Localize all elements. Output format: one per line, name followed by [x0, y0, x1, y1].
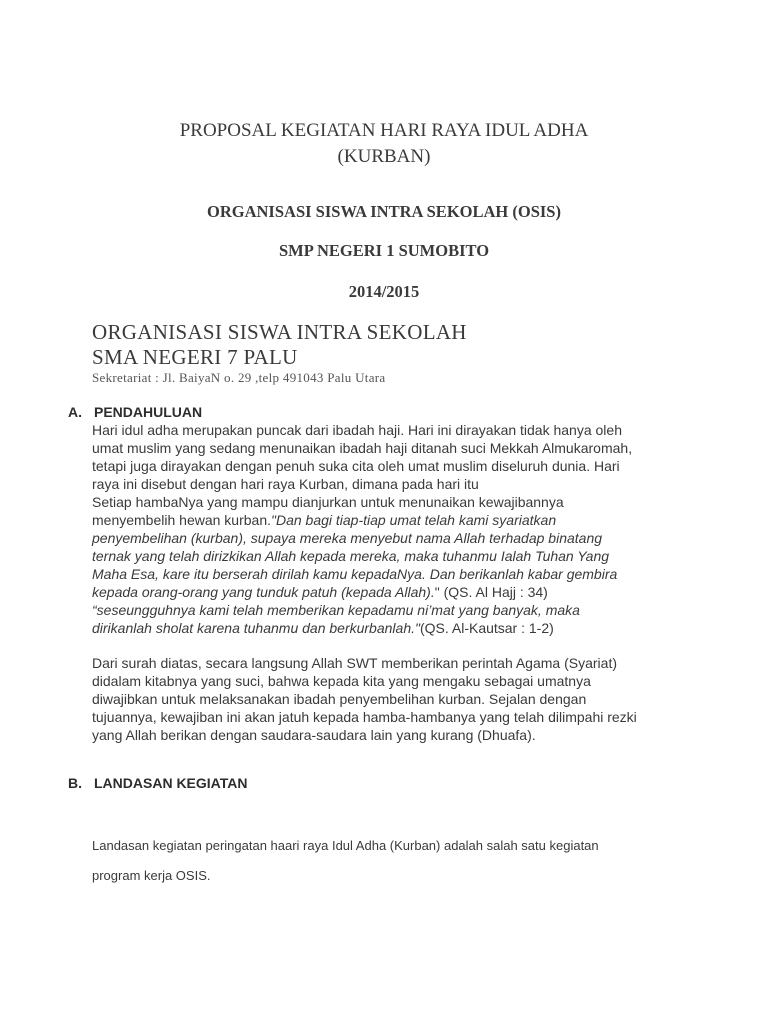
paragraph-line: tetapi juga dirayakan dengan penuh suka cita oleh umat muslim diseluruh dunia. Hari: [92, 458, 620, 474]
letterhead-address: Sekretariat : Jl. BaiyaN o. 29 ,telp 491043 Palu Utara: [92, 370, 386, 385]
section-b-heading: [68, 775, 247, 791]
quote-line: Maha Esa, kare itu berserah dirilah kamu kepadaNya. Dan berikanlah kabar gembira: [92, 566, 618, 582]
paragraph-line: Dari surah diatas, secara langsung Allah SWT memberikan perintah Agama (Syariat): [92, 655, 617, 671]
citation: " (QS. Al Hajj : 34): [434, 584, 548, 600]
school-year: 2014/2015: [348, 282, 420, 301]
paragraph-line: [92, 619, 692, 637]
section-a-paragraph-2: [92, 654, 692, 744]
paragraph-line: Landasan kegiatan peringatan haari raya Idul Adha (Kurban) adalah salah satu kegiatan: [92, 838, 599, 853]
section-b-title: LANDASAN KEGIATAN: [94, 775, 248, 791]
org-title: ORGANISASI SISWA INTRA SEKOLAH (OSIS): [207, 202, 561, 221]
paragraph-line: umat muslim yang sedang menunaikan ibadah haji ditanah suci Mekkah Almukaromah,: [92, 440, 633, 456]
school-name: SMP NEGERI 1 SUMOBITO: [278, 241, 490, 260]
letterhead-org-line-1: ORGANISASI SISWA INTRA SEKOLAH: [92, 320, 467, 344]
quote-italic: kepada orang-orang yang tunduk patuh (kepada Allah).: [92, 584, 435, 600]
line-plain: menyembelih hewan kurban.: [92, 512, 271, 528]
title-line-1: PROPOSAL KEGIATAN HARI RAYA IDUL ADHA: [179, 120, 589, 141]
section-a-paragraph-1: [92, 421, 692, 637]
paragraph-line: raya ini disebut dengan hari raya Kurban, dimana pada hari itu: [92, 476, 479, 492]
paragraph-line: [92, 583, 692, 601]
section-a-title: PENDAHULUAN: [94, 404, 203, 420]
quote-italic: "Dan bagi tiap-tiap umat telah kami syariatkan: [271, 512, 557, 528]
quote-italic: dirikanlah sholat karena tuhanmu dan berkurbanlah.": [92, 620, 420, 636]
title-line-2: (KURBAN): [337, 146, 431, 167]
section-a-letter: A.: [68, 404, 82, 420]
paragraph-line: diwajibkan untuk melaksanakan ibadah penyembelihan kurban. Sejalan dengan: [92, 691, 587, 707]
paragraph-line: didalam kitabnya yang suci, bahwa kepada kita yang mengaku sebagai umatnya: [92, 673, 591, 689]
letterhead-org-line-2: SMA NEGERI 7 PALU: [92, 345, 298, 369]
paragraph-line: Setiap hambaNya yang mampu dianjurkan untuk menunaikan kewajibannya: [92, 494, 564, 510]
paragraph-line: program kerja OSIS.: [92, 868, 211, 883]
section-b-paragraph: [92, 831, 678, 891]
section-a-heading: [68, 404, 202, 420]
paragraph-line: yang Allah berikan dengan saudara-saudara lain yang kurang (Dhuafa).: [92, 727, 536, 743]
paragraph-line: tujuannya, kewajiban ini akan jatuh kepada hamba-hambanya yang telah dilimpahi rezki: [92, 709, 637, 725]
quote-line: penyembelihan (kurban), supaya mereka menyebut nama Allah terhadap binatang: [92, 530, 603, 546]
quote-line: “seseungguhnya kami telah memberikan kepadamu ni’mat yang banyak, maka: [92, 602, 580, 618]
citation: (QS. Al-Kautsar : 1-2): [419, 620, 554, 636]
proposal-title: [0, 118, 768, 170]
section-b-letter: B.: [68, 775, 82, 791]
paragraph-line: Hari idul adha merupakan puncak dari ibadah haji. Hari ini dirayakan tidak hanya oleh: [92, 422, 622, 438]
quote-line: ternak yang telah dirizkikan Allah kepada mereka, maka tuhanmu Ialah Tuhan Yang: [92, 548, 610, 564]
paragraph-line: [92, 511, 692, 529]
